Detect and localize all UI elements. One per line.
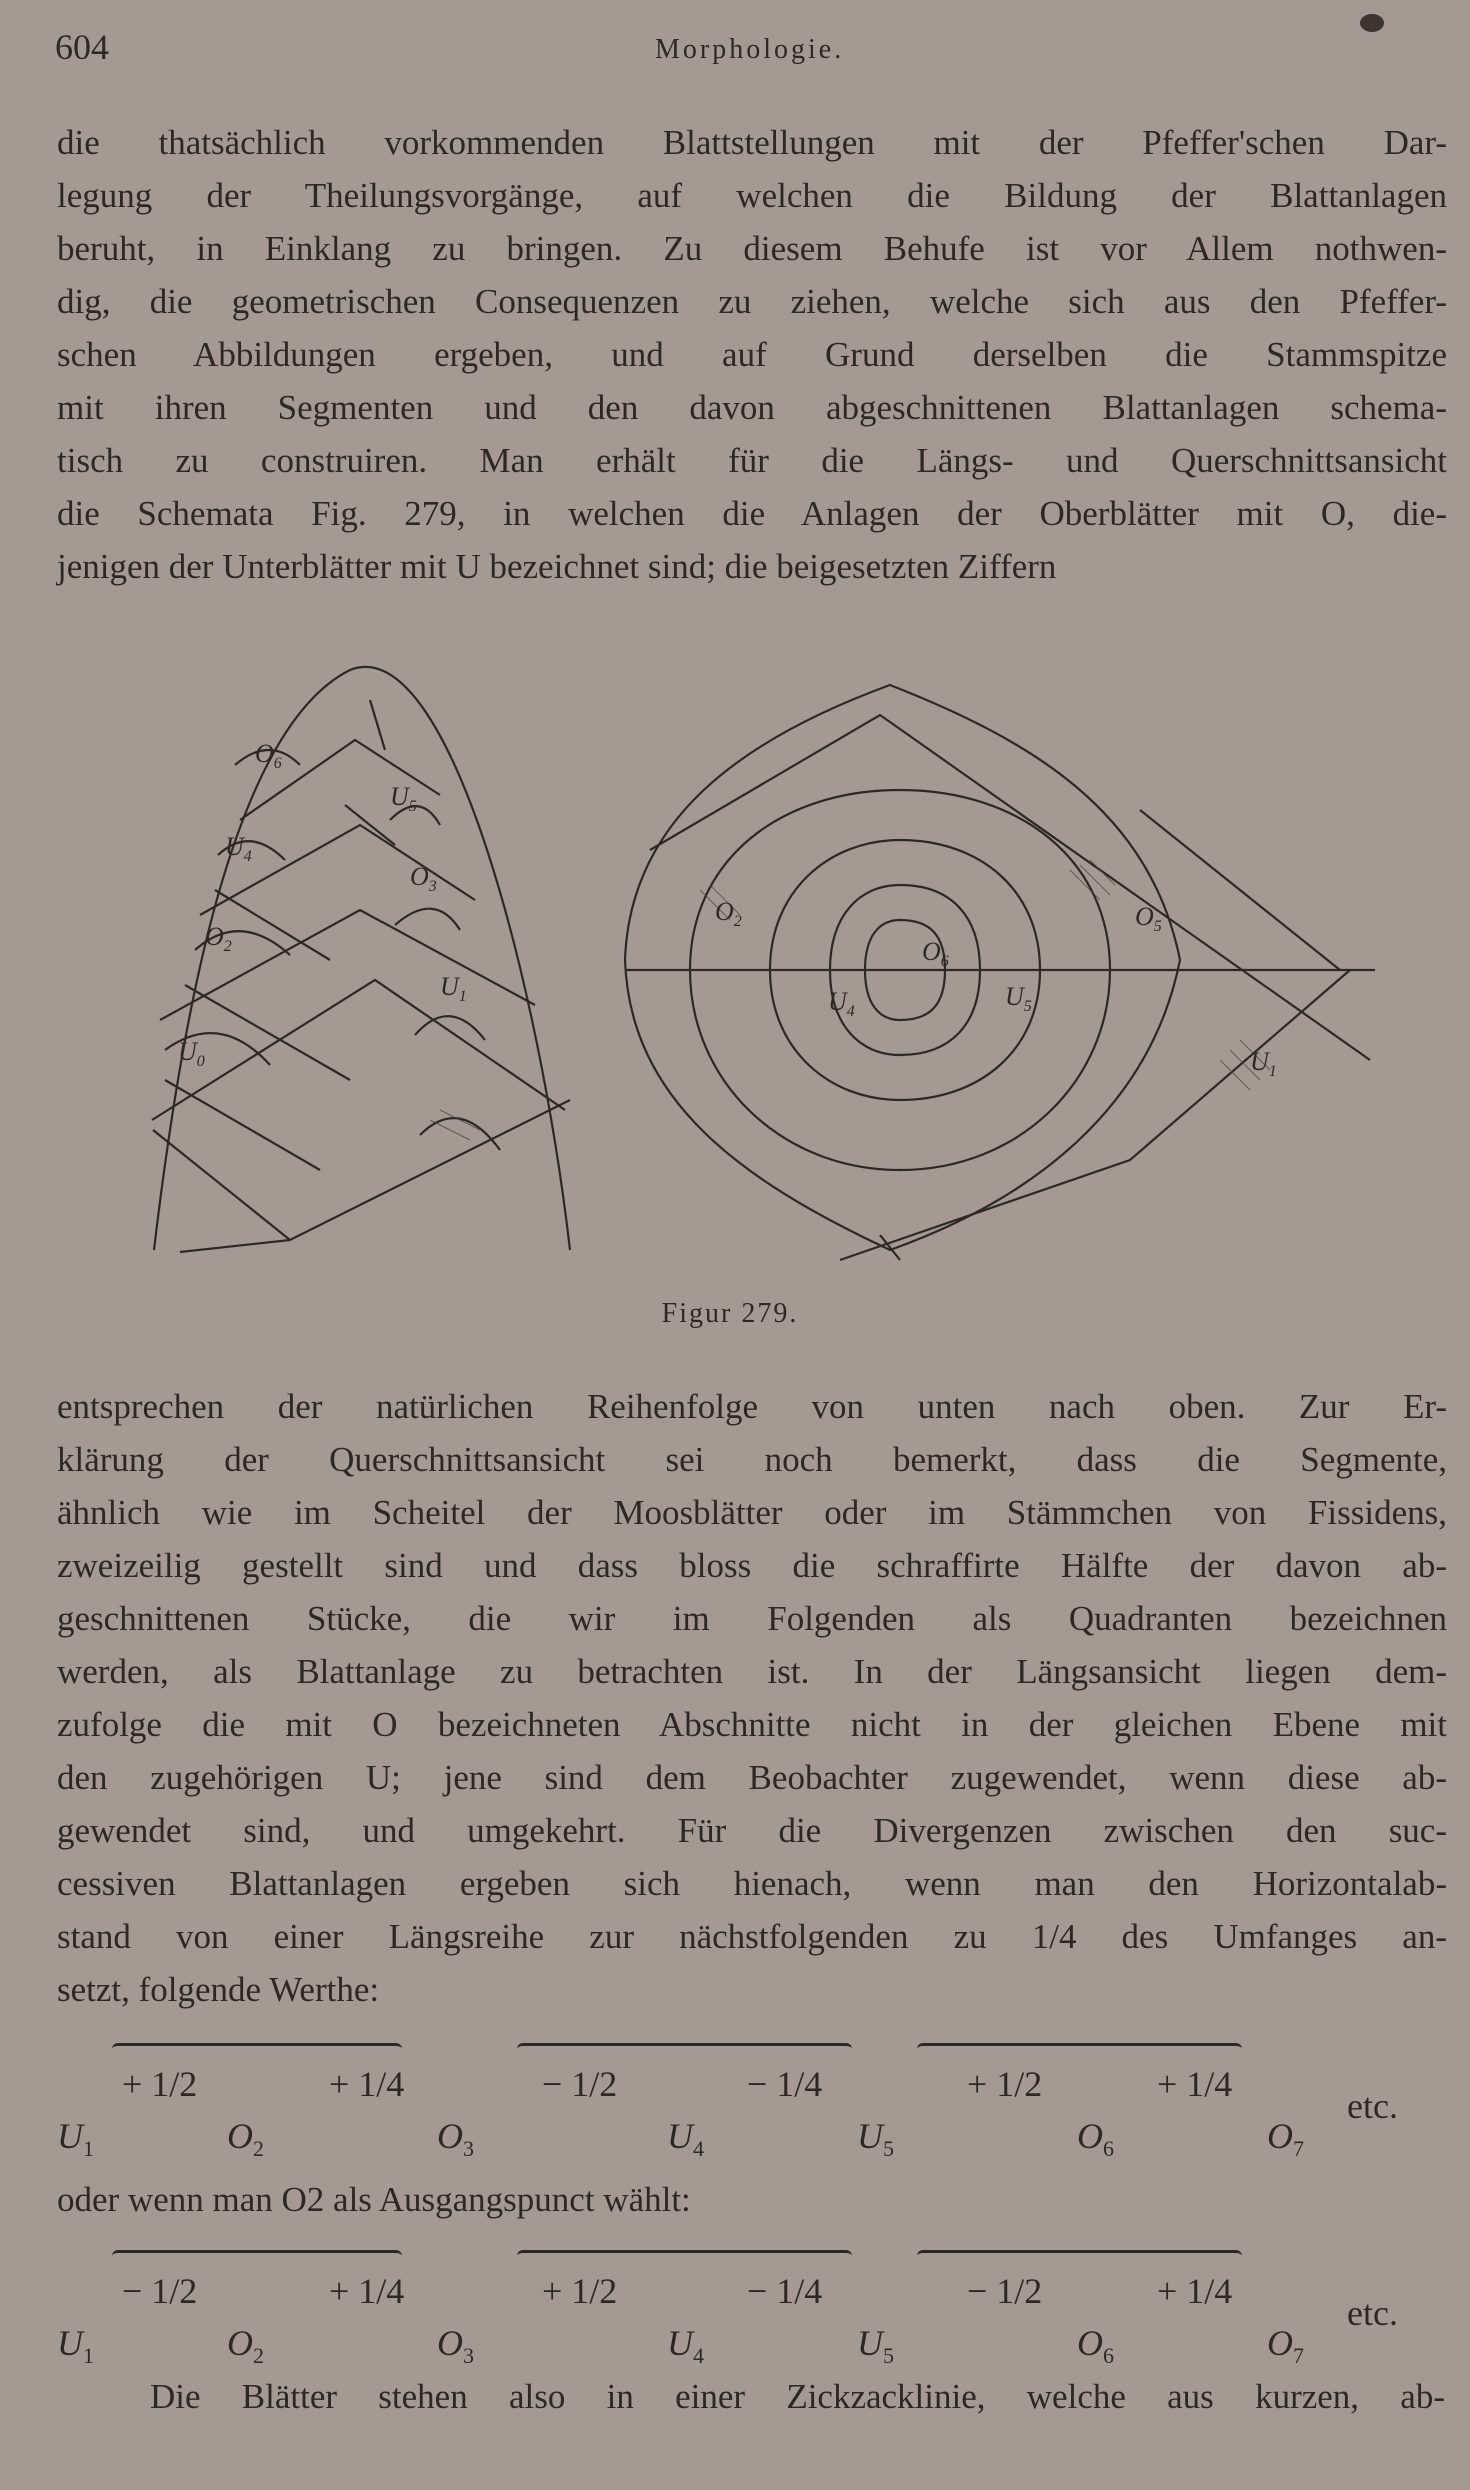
text-line: dig, die geometrischen Consequenzen zu ziehen, welche sich aus den Pfeffer- <box>57 282 1447 321</box>
leaf-letter: O <box>1077 2116 1103 2156</box>
leaf-letter: U <box>57 2323 83 2363</box>
text-line: werden, als Blattanlage zu betrachten ist. In der Längsansicht liegen dem- <box>57 1652 1447 1691</box>
divergence-term: + 1/2 <box>967 2064 1043 2104</box>
leaf-symbol <box>57 2115 94 2162</box>
leaf-symbol <box>667 2115 704 2162</box>
formula-intro-line: oder wenn man O2 als Ausgangspunct wählt: <box>57 2180 691 2219</box>
label-O3: $O_3$ <box>410 862 437 895</box>
text-line: tisch zu construiren. Man erhält für die Längs- und Querschnittsansicht <box>57 441 1447 480</box>
paragraph-2 <box>57 1380 1447 2016</box>
leaf-index: 4 <box>693 2136 704 2162</box>
leaf-index: 5 <box>883 2343 894 2369</box>
leaf-symbol <box>227 2115 264 2162</box>
text-line: die thatsächlich vorkommenden Blattstellungen mit der Pfeffer'schen Dar- <box>57 123 1447 162</box>
divergence-term: + 1/4 <box>329 2271 405 2311</box>
label-U0: $U_0$ <box>178 1037 205 1070</box>
etc-marker: etc. <box>1347 2293 1398 2333</box>
leaf-index: 7 <box>1293 2343 1304 2369</box>
text-line: cessiven Blattanlagen ergeben sich hienach, wenn man den Horizontalab- <box>57 1864 1447 1903</box>
leaf-symbol <box>1267 2322 1304 2369</box>
paragraph-1 <box>57 116 1447 593</box>
ink-blot <box>1360 14 1384 32</box>
text-line: beruht, in Einklang zu bringen. Zu diesem Behufe ist vor Allem nothwen- <box>57 229 1447 268</box>
text-line: klärung der Querschnittsansicht sei noch bemerkt, dass die Segmente, <box>57 1440 1447 1479</box>
divergence-term: + 1/2 <box>542 2271 618 2311</box>
text-line: setzt, folgende Werthe: <box>57 1970 380 2009</box>
label-cross-U1: $U_1$ <box>1250 1047 1277 1080</box>
divergence-formula-2 <box>57 2242 1447 2392</box>
text-line: geschnittenen Stücke, die wir im Folgenden als Quadranten bezeichnen <box>57 1599 1447 1638</box>
divergence-term: − 1/2 <box>122 2271 198 2311</box>
leaf-index: 2 <box>253 2343 264 2369</box>
leaf-letter: O <box>437 2116 463 2156</box>
leaf-letter: U <box>857 2116 883 2156</box>
label-O2: $O_2$ <box>205 922 232 955</box>
longitudinal-zigzag-lines <box>152 700 570 1252</box>
divergence-term: + 1/4 <box>1157 2064 1233 2104</box>
label-U1: $U_1$ <box>440 972 467 1005</box>
grouping-brace <box>917 2250 1242 2265</box>
page-header <box>0 26 1470 76</box>
leaf-index: 3 <box>463 2136 474 2162</box>
text-line: gewendet sind, und umgekehrt. Für die Divergenzen zwischen den suc- <box>57 1811 1447 1850</box>
page-number: 604 <box>55 27 109 67</box>
grouping-brace <box>917 2043 1242 2058</box>
label-U5: $U_5$ <box>390 782 417 815</box>
label-cross-U4: $U_4$ <box>828 987 855 1020</box>
figure-caption: Figur 279. <box>661 1298 799 1329</box>
divergence-term: + 1/4 <box>1157 2271 1233 2311</box>
leaf-symbol <box>1077 2322 1114 2369</box>
leaf-symbol <box>667 2322 704 2369</box>
text-line: den zugehörigen U; jene sind dem Beobachter zugewendet, wenn diese ab- <box>57 1758 1447 1797</box>
divergence-term: − 1/4 <box>747 2064 823 2104</box>
divergence-term: − 1/4 <box>747 2271 823 2311</box>
leaf-symbol <box>1077 2115 1114 2162</box>
label-U4: $U_4$ <box>225 832 252 865</box>
leaf-letter: O <box>1267 2116 1293 2156</box>
divergence-term: + 1/4 <box>329 2064 405 2104</box>
grouping-brace <box>517 2043 852 2058</box>
text-line: mit ihren Segmenten und den davon abgeschnittenen Blattanlagen schema- <box>57 388 1447 427</box>
leaf-symbol <box>57 2322 94 2369</box>
leaf-index: 6 <box>1103 2343 1114 2369</box>
leaf-letter: O <box>227 2116 253 2156</box>
figure-279-drawing <box>140 640 1400 1290</box>
label-cross-U5: $U_5$ <box>1005 982 1032 1015</box>
leaf-index: 7 <box>1293 2136 1304 2162</box>
label-O6: $O_6$ <box>255 739 282 772</box>
text-line: zufolge die mit O bezeichneten Abschnitte nicht in der gleichen Ebene mit <box>57 1705 1447 1744</box>
text-line: stand von einer Längsreihe zur nächstfolgenden zu 1/4 des Umfanges an- <box>57 1917 1447 1956</box>
leaf-index: 2 <box>253 2136 264 2162</box>
text-line: zweizeilig gestellt sind und dass bloss die schraffirte Hälfte der davon ab- <box>57 1546 1447 1585</box>
text-line: entsprechen der natürlichen Reihenfolge von unten nach oben. Zur Er- <box>57 1387 1447 1426</box>
leaf-letter: U <box>667 2323 693 2363</box>
label-cross-O6: $O_6$ <box>922 937 949 970</box>
label-cross-O5: $O_5$ <box>1135 902 1162 935</box>
text-line: legung der Theilungsvorgänge, auf welchen die Bildung der Blattanlagen <box>57 176 1447 215</box>
divergence-term: − 1/2 <box>967 2271 1043 2311</box>
cross-section-outline <box>625 685 1180 1250</box>
leaf-symbol <box>437 2115 474 2162</box>
text-line: ähnlich wie im Scheitel der Moosblätter oder im Stämmchen von Fissidens, <box>57 1493 1447 1532</box>
leaf-letter: O <box>1077 2323 1103 2363</box>
label-cross-O2: $O_2$ <box>715 897 742 930</box>
leaf-symbol <box>1267 2115 1304 2162</box>
closing-line: Die Blätter stehen also in einer Zickzacklinie, welche aus kurzen, ab- <box>150 2377 1445 2416</box>
leaf-index: 1 <box>83 2343 94 2369</box>
grouping-brace <box>517 2250 852 2265</box>
leaf-index: 1 <box>83 2136 94 2162</box>
divergence-term: − 1/2 <box>542 2064 618 2104</box>
etc-marker: etc. <box>1347 2086 1398 2126</box>
leaf-letter: O <box>437 2323 463 2363</box>
text-line: jenigen der Unterblätter mit U bezeichnet sind; die beigesetzten Ziffern <box>57 547 1057 586</box>
divergence-term: + 1/2 <box>122 2064 198 2104</box>
grouping-brace <box>112 2043 402 2058</box>
grouping-brace <box>112 2250 402 2265</box>
leaf-index: 5 <box>883 2136 894 2162</box>
text-line: schen Abbildungen ergeben, und auf Grund derselben die Stammspitze <box>57 335 1447 374</box>
divergence-formula-1 <box>57 2035 1447 2185</box>
leaf-symbol <box>437 2322 474 2369</box>
leaf-index: 4 <box>693 2343 704 2369</box>
leaf-letter: U <box>667 2116 693 2156</box>
leaf-letter: O <box>227 2323 253 2363</box>
leaf-letter: U <box>57 2116 83 2156</box>
leaf-symbol <box>227 2322 264 2369</box>
figure-279 <box>140 640 1400 1329</box>
text-line: die Schemata Fig. 279, in welchen die Anlagen der Oberblätter mit O, die- <box>57 494 1447 533</box>
leaf-symbol <box>857 2322 894 2369</box>
running-head: Morphologie. <box>655 34 845 65</box>
leaf-letter: O <box>1267 2323 1293 2363</box>
longitudinal-outline <box>154 667 570 1250</box>
leaf-letter: U <box>857 2323 883 2363</box>
leaf-index: 3 <box>463 2343 474 2369</box>
leaf-index: 6 <box>1103 2136 1114 2162</box>
leaf-symbol <box>857 2115 894 2162</box>
cross-section-rings <box>690 790 1110 1170</box>
